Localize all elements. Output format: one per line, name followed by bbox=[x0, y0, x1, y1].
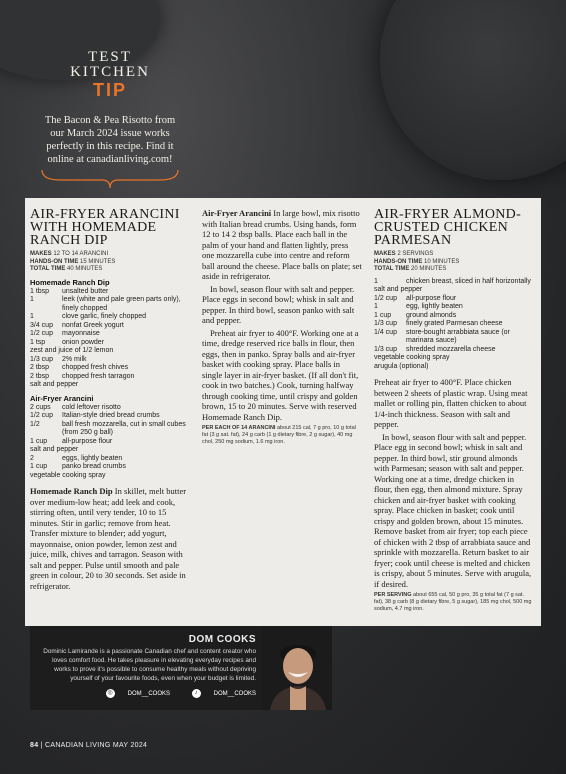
total-value: 40 MINUTES bbox=[67, 266, 103, 272]
ingredient-qty: 1/2 cup bbox=[30, 412, 53, 419]
makes-value: 12 TO 14 ARANCINI bbox=[53, 251, 109, 257]
recipe2-title: AIR-FRYER ALMOND-CRUSTED CHICKEN PARMESAN bbox=[374, 207, 522, 248]
author-name: DOM COOKS bbox=[188, 634, 256, 645]
ingredient-qty: 2 tbsp bbox=[30, 364, 50, 371]
ingredient-row bbox=[30, 330, 190, 339]
ingredient-row bbox=[30, 412, 190, 421]
ingredient-row bbox=[30, 356, 190, 365]
ingredient-qty: 1/3 cup bbox=[374, 320, 397, 327]
ingredient-name: store-bought arrabbiata sauce (or marinara sauce) bbox=[406, 328, 510, 344]
instagram-icon: ◎ bbox=[107, 690, 113, 696]
page-number: 84 bbox=[30, 742, 39, 749]
ingredient-row bbox=[374, 312, 534, 321]
arancini-method-3: Preheat air fryer to 400°F. Working one at a time, dredge reserved rice balls in flour, then eggs, then in panko. Spray balls and air-fryer basket with cooking spray. Place balls in single layer in air-fryer basket. (If all don't fit, cook in two batches.) Cook, turning halfway through cooking time, until crispy and golden brown, 15 to 20 minutes. Serve with reserved Homemade Ranch Dip. bbox=[202, 327, 359, 422]
ingredient-qty: 1 bbox=[374, 277, 378, 285]
author-bio bbox=[30, 626, 262, 710]
arancini-method bbox=[202, 208, 362, 282]
hands-label: HANDS-ON TIME bbox=[374, 258, 423, 265]
ingredient-name: nonfat Greek yogurt bbox=[62, 321, 124, 329]
magazine-name: CANADIAN LIVING MAY 2024 bbox=[45, 742, 148, 749]
ingredient-qty: 1/2 cup bbox=[374, 294, 397, 302]
nutrition-text: about 655 cal, 50 g pro, 35 g total fat (7 g sat. fat), 38 g carb (8 g dietary fibre, 5 g sugar), 185 mg chol, 500 mg sodium, 4.7 mg iron. bbox=[374, 592, 532, 612]
ingredient-row bbox=[30, 455, 190, 464]
ingredient-qty: 1 tsp bbox=[30, 338, 46, 346]
ingredient-name: chopped fresh chives bbox=[62, 364, 129, 371]
tip-body: The Bacon & Pea Risotto from our March 2024 issue works perfectly in this recipe. Find it online at canadianliving.com! bbox=[44, 115, 176, 165]
ingredient-qty: 1/3 cup bbox=[30, 355, 53, 363]
ingredient-name: finely grated Parmesan cheese bbox=[406, 320, 503, 327]
ingredient-name: onion powder bbox=[62, 338, 105, 346]
total-label: TOTAL TIME bbox=[30, 266, 66, 272]
chicken-method-2: In bowl, season flour with salt and pepper. Place egg in second bowl; whisk in salt and pepper. In third bowl, stir ground almonds with Parmesan; season with salt and pepper. Working one at a time, dredge chicken in flour, then egg, then almond mixture. Spray chicken and air-fryer basket with cooking spray. Place chicken in basket; cook until crispy and golden brown, about 15 minutes. Remove basket from air fryer; top each piece of chicken with 2 tbsp of arrabbiata sauce and sprinkle with mozzarella. Return basket to air fryer; cook until cheese is melted and chicken is crispy, about 5 minutes. Serve with arugula, if desired. bbox=[374, 431, 532, 589]
nutrition-label: PER EACH OF 14 ARANCINI bbox=[202, 425, 276, 431]
ingredient-name: egg, lightly beaten bbox=[406, 303, 463, 310]
arugula-line: arugula (optional) bbox=[374, 362, 429, 370]
chicken-ingredients-2 bbox=[374, 295, 534, 355]
ingredient-qty: 1/4 cup bbox=[374, 328, 397, 336]
ingredient-row bbox=[30, 288, 190, 297]
salt-line: salt and pepper bbox=[374, 286, 423, 293]
ingredient-row bbox=[30, 339, 190, 348]
hands-label: HANDS-ON TIME bbox=[30, 258, 79, 265]
hands-value: 15 MINUTES bbox=[80, 258, 116, 265]
ranch-heading: Homemade Ranch Dip bbox=[30, 277, 110, 287]
tip-line1: TEST bbox=[88, 49, 132, 65]
ingredient-name: clove garlic, finely chopped bbox=[62, 313, 147, 320]
author-photo bbox=[262, 626, 332, 710]
ingredient-qty: 1/2 cup bbox=[30, 330, 53, 337]
ingredient-qty: 1/2 bbox=[30, 420, 40, 428]
ranch-ingredients-2 bbox=[30, 356, 190, 382]
salt-line-2: salt and pepper bbox=[30, 446, 79, 453]
ingredient-row bbox=[374, 346, 534, 355]
ingredient-qty: 1 bbox=[30, 313, 34, 320]
ingredient-row bbox=[30, 322, 190, 331]
tip-line3: TIP bbox=[92, 80, 127, 100]
ingredient-name: panko bread crumbs bbox=[62, 463, 126, 470]
arancini-ingredients bbox=[30, 404, 190, 447]
recipe1-nutrition bbox=[202, 425, 362, 446]
salt-line: salt and pepper bbox=[30, 381, 79, 388]
ingredient-row bbox=[374, 329, 534, 346]
ingredient-row bbox=[374, 295, 534, 304]
ingredient-name: chicken breast, sliced in half horizontally bbox=[406, 277, 531, 285]
brace-icon bbox=[40, 168, 180, 190]
nutrition-label: PER SERVING bbox=[374, 592, 412, 598]
ingredient-name: all-purpose flour bbox=[62, 437, 113, 445]
social-handles bbox=[36, 689, 256, 698]
ingredient-name: shredded mozzarella cheese bbox=[406, 345, 496, 353]
recipe1-meta bbox=[30, 251, 190, 274]
ingredient-qty: 2 bbox=[30, 454, 34, 462]
ingredient-qty: 1 bbox=[30, 296, 34, 303]
ingredient-qty: 1/3 cup bbox=[374, 345, 397, 353]
makes-label: MAKES bbox=[374, 251, 396, 257]
author-portrait bbox=[262, 626, 332, 710]
ingredient-row bbox=[374, 278, 534, 287]
ingredient-qty: 2 tbsp bbox=[30, 372, 50, 380]
nutrition-text: about 215 cal, 7 g pro, 10 g total fat (3 g sat. fat), 24 g carb (1 g dietary fibre, 2 g sugar), 40 mg chol, 250 mg sodium, 1.6 mg iron. bbox=[202, 425, 356, 445]
author-desc: Dominic Lamirande is a passionate Canadian chef and content creator who loves comfort food. He takes pleasure in elevating everyday recipes and works to prove it's possible to consume healthy meals without depriving yourself of your favourite foods, even when your budget is limited. bbox=[43, 648, 256, 682]
total-label: TOTAL TIME bbox=[374, 266, 410, 272]
ingredient-name: leek (white and pale green parts only), finely chopped bbox=[62, 296, 181, 312]
ingredient-row bbox=[30, 364, 190, 373]
makes-label: MAKES bbox=[30, 251, 52, 257]
ingredient-qty: 2 cups bbox=[30, 403, 51, 411]
ingredient-row bbox=[374, 303, 534, 312]
recipe2-nutrition bbox=[374, 592, 534, 613]
ingredient-name: ground almonds bbox=[406, 311, 457, 319]
ingredient-qty: 3/4 cup bbox=[30, 321, 53, 329]
ranch-method-head: Homemade Ranch Dip bbox=[30, 486, 113, 496]
recipe-page bbox=[25, 198, 541, 626]
ingredient-name: cold leftover risotto bbox=[62, 403, 121, 411]
ingredient-qty: 1 tbsp bbox=[30, 287, 50, 295]
zest-line: zest and juice of 1/2 lemon bbox=[30, 347, 114, 354]
tiktok-icon: ♪ bbox=[192, 689, 201, 698]
ingredient-name: chopped fresh tarragon bbox=[62, 372, 135, 380]
instagram-handle[interactable] bbox=[96, 689, 170, 698]
tiktok-handle[interactable] bbox=[182, 689, 256, 698]
instagram-text: DOM__COOKS bbox=[127, 691, 170, 698]
ingredient-qty: 1 cup bbox=[374, 311, 392, 319]
hands-value: 10 MINUTES bbox=[424, 258, 460, 265]
method-column bbox=[202, 206, 362, 446]
test-kitchen-tip bbox=[40, 50, 180, 195]
recipe2-meta bbox=[374, 251, 534, 274]
ingredient-name: Italian-style dried bread crumbs bbox=[62, 412, 160, 419]
ingredient-name: eggs, lightly beaten bbox=[62, 454, 123, 462]
ingredient-row bbox=[30, 296, 190, 313]
ingredient-row bbox=[30, 313, 190, 322]
recipe1-column bbox=[30, 208, 190, 593]
spray-line: vegetable cooking spray bbox=[30, 471, 106, 479]
ingredient-row bbox=[30, 404, 190, 413]
tiktok-text: DOM__COOKS bbox=[213, 691, 256, 698]
arancini-method-2: In bowl, season flour with salt and pepper. Place eggs in second bowl; whisk in salt and pepper. In third bowl, season panko with salt and pepper. bbox=[202, 283, 355, 325]
chicken-method-1: Preheat air fryer to 400°F. Place chicken between 2 sheets of plastic wrap. Using meat mallet or rolling pin, flatten chicken to about 1/4-inch thickness. Season with salt and pepper. bbox=[374, 377, 528, 429]
ingredient-qty: 1 bbox=[374, 303, 378, 310]
ranch-ingredients bbox=[30, 288, 190, 348]
ingredient-row bbox=[30, 438, 190, 447]
ingredient-qty: 1 cup bbox=[30, 463, 48, 470]
makes-value: 2 SERVINGS bbox=[397, 251, 434, 257]
ingredient-row bbox=[30, 373, 190, 382]
tip-line2: KITCHEN bbox=[70, 64, 150, 80]
arancini-method-text: In large bowl, mix risotto with Italian bread crumbs. Using hands, form 12 to 14 2 tbsp balls. Place each ball in the palm of your hand and flatten lightly, press one mozzarella cube into centre and reform ball around the cheese. Place balls on plate; set aside in refrigerator. bbox=[202, 208, 362, 281]
ingredient-row bbox=[30, 463, 190, 472]
recipe2-column bbox=[374, 208, 534, 613]
arancini-method-head: Air-Fryer Arancini bbox=[202, 208, 272, 218]
ranch-method bbox=[30, 486, 190, 591]
ingredient-qty: 1 cup bbox=[30, 437, 48, 445]
ingredient-name: 2% milk bbox=[62, 355, 87, 363]
spray-line: vegetable cooking spray bbox=[374, 354, 450, 361]
ingredient-name: mayonnaise bbox=[62, 330, 100, 337]
ranch-method-text: In skillet, melt butter over medium-low heat; add leek and cook, stirring often, until very tender, 10 to 15 minutes. Stir in garlic; remove from heat. Transfer mixture to blender; add yogurt, mayonnaise, onion powder, lemon zest and juice, milk, chives and tarragon. Season with salt and pepper. Pulse until smooth and pale green in colour, 20 to 30 seconds. Set aside in refrigerator. bbox=[30, 486, 187, 591]
chicken-ingredients bbox=[374, 278, 534, 287]
ingredient-name: all-purpose flour bbox=[406, 294, 457, 302]
recipe1-title: AIR-FRYER ARANCINI WITH HOMEMADE RANCH DIP bbox=[30, 207, 180, 248]
arancini-ingredients-2 bbox=[30, 455, 190, 472]
ingredient-name: unsalted butter bbox=[62, 287, 109, 295]
arancini-heading: Air-Fryer Arancini bbox=[30, 393, 94, 403]
page-footer: 84 | CANADIAN LIVING MAY 2024 bbox=[30, 742, 148, 749]
ingredient-name: ball fresh mozzarella, cut in small cubes (from 250 g ball) bbox=[62, 420, 186, 436]
ingredient-row bbox=[30, 421, 190, 438]
total-value: 20 MINUTES bbox=[411, 266, 447, 272]
ingredient-row bbox=[374, 320, 534, 329]
